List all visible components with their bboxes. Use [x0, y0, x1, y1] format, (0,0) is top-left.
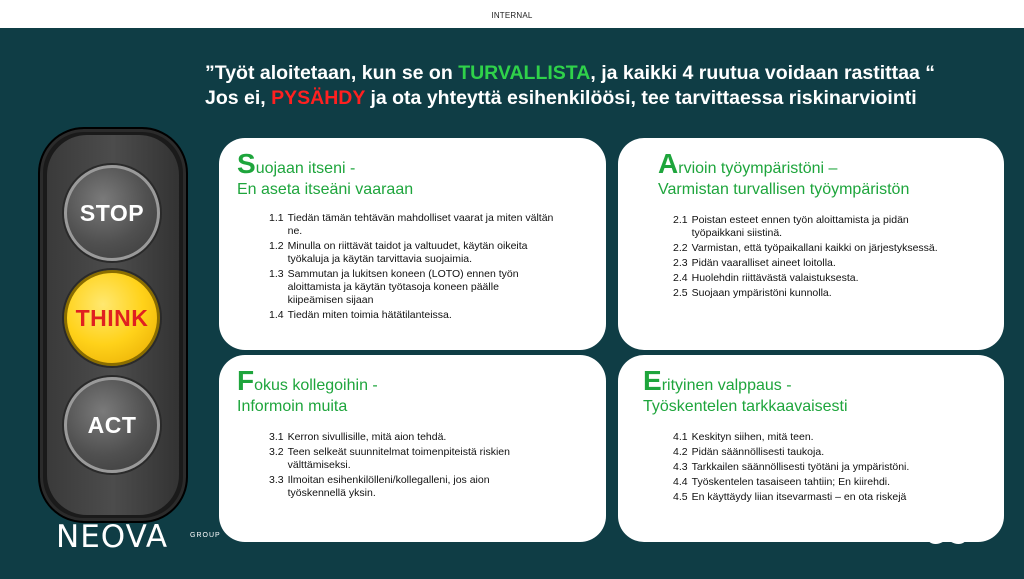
item-text: Minulla on riittävät taidot ja valtuudet, käytän oikeita työkaluja ja käytän tarvittavia suojaimia. — [287, 240, 528, 265]
card-subtitle: Varmistan turvallisen työympäristön — [658, 181, 910, 198]
item-number: 1.3 — [269, 268, 284, 280]
card-title — [643, 365, 792, 397]
card-title — [658, 148, 837, 180]
item-text: Tiedän miten toimia hätätilanteissa. — [287, 309, 452, 321]
list-item — [673, 461, 973, 474]
item-text: Työskentelen tasaiseen tahtiin; En kiirehdi. — [691, 476, 891, 488]
card-title-rest: okus kollegoihin - — [254, 377, 378, 394]
think-light — [64, 270, 160, 366]
item-number: 4.4 — [673, 476, 688, 488]
list-item — [673, 242, 943, 255]
item-number: 3.2 — [269, 446, 284, 458]
list-item — [269, 431, 544, 444]
list-item — [673, 272, 943, 285]
card-title — [237, 365, 378, 397]
card-initial: S — [237, 148, 256, 179]
slide — [0, 28, 1024, 579]
card-subtitle: En aseta itseäni vaaraan — [237, 181, 414, 198]
card-initial: F — [237, 365, 255, 396]
item-text: Ilmoitan esihenkilölleni/kollegalleni, jos aion työskennellä yksin. — [287, 474, 490, 499]
card-initial: E — [643, 365, 662, 396]
headline — [205, 61, 1010, 111]
headline-text: , ja kaikki 4 ruutua voidaan rastittaa “ — [590, 62, 935, 84]
item-text: Varmistan, että työpaikallani kaikki on järjestyksessä. — [691, 242, 938, 254]
item-number: 1.1 — [269, 212, 284, 224]
card-title-rest: uojaan itseni - — [255, 160, 356, 177]
list-item — [673, 446, 973, 459]
item-text: Suojaan ympäristöni kunnolla. — [691, 287, 832, 299]
list-item — [673, 476, 973, 489]
card-subtitle: Informoin muita — [237, 398, 348, 415]
list-item — [269, 268, 554, 307]
card-title — [237, 148, 355, 180]
headline-text: Jos ei, — [205, 87, 272, 109]
neova-logo-group: GROUP — [190, 532, 221, 539]
item-number: 3.3 — [269, 474, 284, 486]
item-number: 4.3 — [673, 461, 688, 473]
top-bar — [0, 0, 1024, 28]
item-text: Poistan esteet ennen työn aloittamista ja pidän työpaikkani siistinä. — [691, 214, 909, 239]
card-item-list — [673, 431, 973, 506]
card-item-list — [269, 431, 544, 502]
headline-highlight-safe: TURVALLISTA — [458, 62, 591, 84]
act-light — [64, 377, 160, 473]
item-number: 2.4 — [673, 272, 688, 284]
card-suojaan-itseni — [219, 138, 606, 350]
item-text: Keskityn siihen, mitä teen. — [691, 431, 814, 443]
item-number: 4.2 — [673, 446, 688, 458]
card-title-rest: rvioin työympäristöni – — [678, 160, 838, 177]
list-item — [269, 446, 544, 472]
card-fokus-kollegoihin — [219, 355, 606, 542]
stop-label: STOP — [79, 199, 145, 226]
item-text: Teen selkeät suunnitelmat toimenpiteistä riskien välttämiseksi. — [287, 446, 510, 471]
item-number: 2.3 — [673, 257, 688, 269]
headline-highlight-stop: PYSÄHDY — [271, 87, 366, 109]
list-item — [673, 287, 943, 300]
list-item — [673, 491, 973, 504]
item-text: Pidän vaaralliset aineet loitolla. — [691, 257, 836, 269]
item-text: Tiedän tämän tehtävän mahdolliset vaarat ja miten vältän ne. — [287, 212, 554, 237]
card-item-list — [673, 214, 943, 302]
item-text: Kerron sivullisille, mitä aion tehdä. — [287, 431, 447, 443]
think-label: THINK — [75, 304, 149, 331]
item-text: Pidän säännöllisesti taukoja. — [691, 446, 825, 458]
list-item — [269, 474, 544, 500]
headline-line-1 — [205, 61, 1010, 86]
classification-label: INTERNAL — [491, 11, 533, 20]
card-subtitle: Työskentelen tarkkaavaisesti — [643, 398, 848, 415]
card-erityinen-valppaus — [618, 355, 1004, 542]
list-item — [269, 212, 554, 238]
list-item — [269, 240, 554, 266]
item-number: 1.4 — [269, 309, 284, 321]
card-arvioin-tyoymparistoni — [618, 138, 1004, 350]
stop-light — [64, 165, 160, 261]
item-number: 1.2 — [269, 240, 284, 252]
item-number: 4.5 — [673, 491, 688, 503]
item-number: 3.1 — [269, 431, 284, 443]
infinity-icon — [922, 522, 972, 550]
item-number: 2.1 — [673, 214, 688, 226]
item-number: 2.5 — [673, 287, 688, 299]
item-number: 2.2 — [673, 242, 688, 254]
list-item — [673, 431, 973, 444]
item-text: Huolehdin riittävästä valaistuksesta. — [691, 272, 859, 284]
item-text: Tarkkailen säännöllisesti työtäni ja ympäristöni. — [691, 461, 910, 473]
item-number: 4.1 — [673, 431, 688, 443]
neova-logo: NEOVA — [56, 519, 169, 555]
item-text: En käyttäydy liian itsevarmasti – en ota riskejä — [691, 491, 907, 503]
card-initial: A — [658, 148, 679, 179]
list-item — [673, 214, 943, 240]
list-item — [269, 309, 554, 322]
headline-line-2 — [205, 86, 1010, 111]
item-text: Sammutan ja lukitsen koneen (LOTO) ennen työn aloittamista ja käytän työtasoja koneen päälle kiipeämisen sijaan — [287, 268, 519, 306]
headline-text: ”Työt aloitetaan, kun se on — [205, 62, 459, 84]
card-item-list — [269, 212, 554, 324]
act-label: ACT — [87, 411, 137, 438]
list-item — [673, 257, 943, 270]
headline-text: ja ota yhteyttä esihenkilöösi, tee tarvittaessa riskinarviointi — [365, 87, 917, 109]
card-title-rest: rityinen valppaus - — [661, 377, 792, 394]
